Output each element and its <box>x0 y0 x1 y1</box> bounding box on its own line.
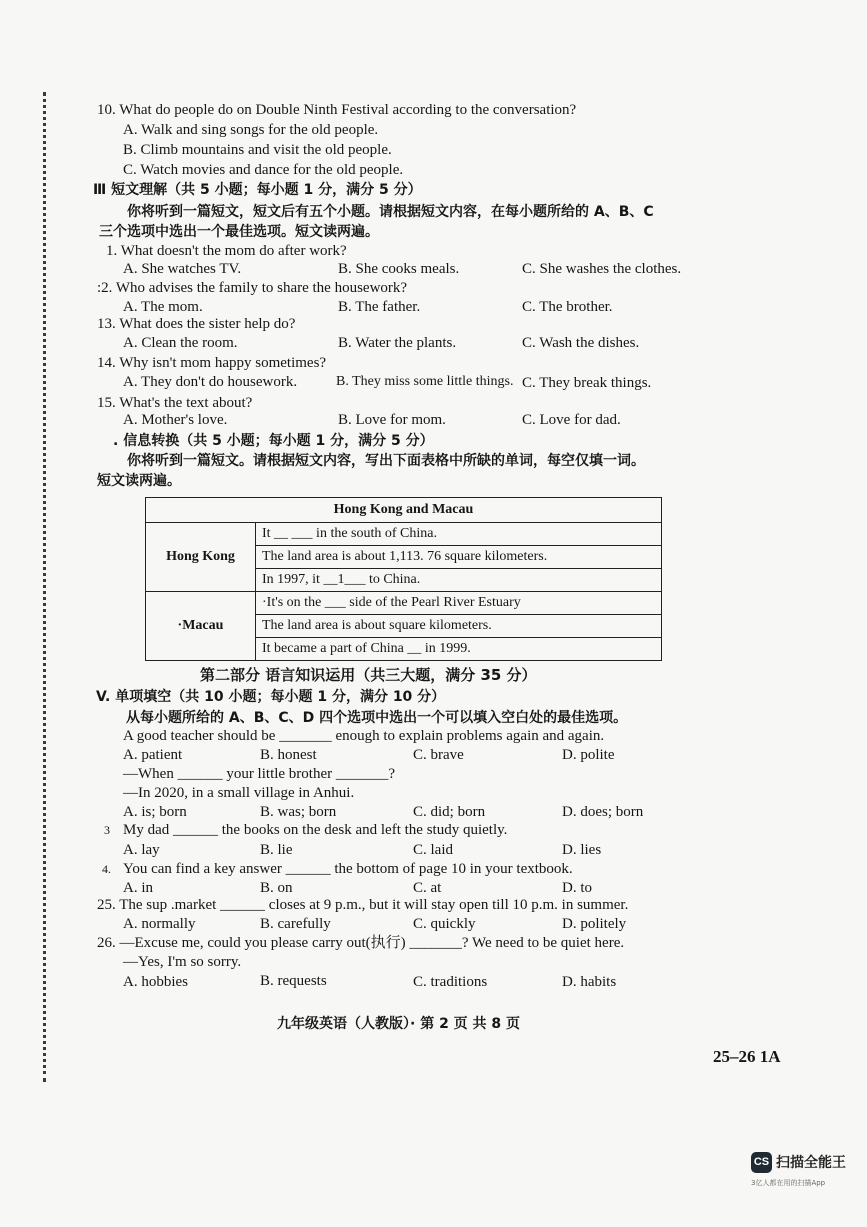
q14-option-b: B. They miss some little things. <box>336 374 514 389</box>
q10-option-b: B. Climb mountains and visit the old people. <box>123 142 392 158</box>
q23-number-marker: 3 <box>104 823 110 837</box>
q23-option-d: D. lies <box>562 842 602 858</box>
part2-heading: 第二部分 语言知识运用（共三大题，满分 35 分） <box>200 666 537 684</box>
q11-option-b: B. She cooks meals. <box>338 261 460 277</box>
q26-option-b: B. requests <box>260 973 327 989</box>
q22-stem-answer: —In 2020, in a small village in Anhui. <box>123 785 355 801</box>
q21-option-d: D. polite <box>562 747 615 763</box>
q25-option-a: A. normally <box>123 916 196 932</box>
q23-stem: My dad ______ the books on the desk and left the study quietly. <box>123 822 508 838</box>
q25-option-b: B. carefully <box>260 916 331 932</box>
q14-option-a: A. They don't do housework. <box>123 374 298 390</box>
q21-stem: A good teacher should be _______ enough to explain problems again and again. <box>123 728 605 744</box>
q15-option-b: B. Love for mom. <box>338 412 446 428</box>
q13-stem: 13. What does the sister help do? <box>97 316 296 332</box>
q24-stem: You can find a key answer ______ the bottom of page 10 in your textbook. <box>123 861 573 877</box>
q11-option-a: A. She watches TV. <box>123 261 242 277</box>
q15-option-c: C. Love for dad. <box>522 412 621 428</box>
q11-option-c: C. She washes the clothes. <box>522 261 682 277</box>
q24-number-marker: 4. <box>102 862 111 876</box>
q12-option-c: C. The brother. <box>522 299 613 315</box>
q22-stem: —When ______ your little brother _______? <box>123 766 396 782</box>
paper-code: 25–26 1A <box>713 1047 781 1066</box>
camscanner-logo-icon: CS <box>751 1152 772 1173</box>
q12-option-a: A. The mom. <box>123 299 203 315</box>
q22-option-a: A. is; born <box>123 804 187 820</box>
q26-option-d: D. habits <box>562 974 617 990</box>
q22-option-c: C. did; born <box>413 804 486 820</box>
section4-instruction-1: 你将听到一篇短文。请根据短文内容，写出下面表格中所缺的单词，每空仅填一词。 <box>127 453 645 469</box>
q12-stem: :2. Who advises the family to share the housework? <box>97 280 408 296</box>
q21-option-c: C. brave <box>413 747 464 763</box>
q21-option-a: A. patient <box>123 747 183 763</box>
q24-option-d: D. to <box>562 880 592 896</box>
q15-option-a: A. Mother's love. <box>123 412 228 428</box>
q23-option-a: A. lay <box>123 842 160 858</box>
section5-instruction: 从每小题所给的 A、B、C、D 四个选项中选出一个可以填入空白处的最佳选项。 <box>126 710 628 726</box>
table-cell: It became a part of China __ in 1999. <box>256 638 662 661</box>
q13-option-a: A. Clean the room. <box>123 335 238 351</box>
page-footer: 九年级英语（人教版）· 第 2 页 共 8 页 <box>277 1016 521 1032</box>
q24-option-c: C. at <box>413 880 442 896</box>
q12-option-b: B. The father. <box>338 299 421 315</box>
row-header-hong-kong: Hong Kong <box>146 523 256 592</box>
q26-stem: 26. —Excuse me, could you please carry out(执行) _______? We need to be quiet here. <box>97 935 625 951</box>
table-cell: ·It's on the ___ side of the Pearl River Estuary <box>256 592 662 615</box>
q10-option-a: A. Walk and sing songs for the old people. <box>123 122 379 138</box>
q22-option-d: D. does; born <box>562 804 644 820</box>
q26-stem-answer: —Yes, I'm so sorry. <box>123 954 242 970</box>
q23-option-b: B. lie <box>260 842 293 858</box>
q22-option-b: B. was; born <box>260 804 337 820</box>
section3-instruction-2: 三个选项中选出一个最佳选项。短文读两遍。 <box>99 224 379 240</box>
q10-stem: 10. What do people do on Double Ninth Festival according to the conversation? <box>97 102 577 118</box>
q10-option-c: C. Watch movies and dance for the old people. <box>123 162 404 178</box>
table-cell: The land area is about 1,113. 76 square kilometers. <box>256 546 662 569</box>
table-title: Hong Kong and Macau <box>146 498 662 523</box>
scanner-tagline: 3亿人都在用的扫描App <box>751 1179 826 1187</box>
section4-heading: . 信息转换（共 5 小题；每小题 1 分，满分 5 分） <box>113 433 434 449</box>
table-cell: The land area is about square kilometers. <box>256 615 662 638</box>
q13-option-c: C. Wash the dishes. <box>522 335 640 351</box>
section4-instruction-2: 短文读两遍。 <box>97 473 181 489</box>
q26-option-c: C. traditions <box>413 974 488 990</box>
q25-stem: 25. The sup .market ______ closes at 9 p.m., but it will stay open till 10 p.m. in summer. <box>97 897 629 913</box>
info-table <box>145 497 662 661</box>
table-cell: It __ ___ in the south of China. <box>256 523 662 546</box>
q21-option-b: B. honest <box>260 747 317 763</box>
q11-stem: 1. What doesn't the mom do after work? <box>106 243 347 259</box>
section3-heading: Ⅲ 短文理解（共 5 小题；每小题 1 分，满分 5 分） <box>93 182 422 198</box>
q13-option-b: B. Water the plants. <box>338 335 457 351</box>
section3-instruction-1: 你将听到一篇短文，短文后有五个小题。请根据短文内容，在每小题所给的 A、B、C <box>127 204 654 220</box>
q15-stem: 15. What's the text about? <box>97 395 253 411</box>
q14-stem: 14. Why isn't mom happy sometimes? <box>97 355 327 371</box>
binding-margin <box>43 92 46 1082</box>
q23-option-c: C. laid <box>413 842 453 858</box>
table-cell: In 1997, it __1___ to China. <box>256 569 662 592</box>
q25-option-c: C. quickly <box>413 916 476 932</box>
section5-heading: V. 单项填空（共 10 小题；每小题 1 分，满分 10 分） <box>96 689 446 705</box>
q14-option-c: C. They break things. <box>522 375 652 391</box>
q24-option-b: B. on <box>260 880 293 896</box>
q24-option-a: A. in <box>123 880 153 896</box>
q26-option-a: A. hobbies <box>123 974 188 990</box>
row-header-macau: ·Macau <box>146 592 256 661</box>
scanner-watermark <box>751 1150 861 1220</box>
scanner-app-name: 扫描全能王 <box>776 1155 846 1171</box>
q25-option-d: D. politely <box>562 916 627 932</box>
